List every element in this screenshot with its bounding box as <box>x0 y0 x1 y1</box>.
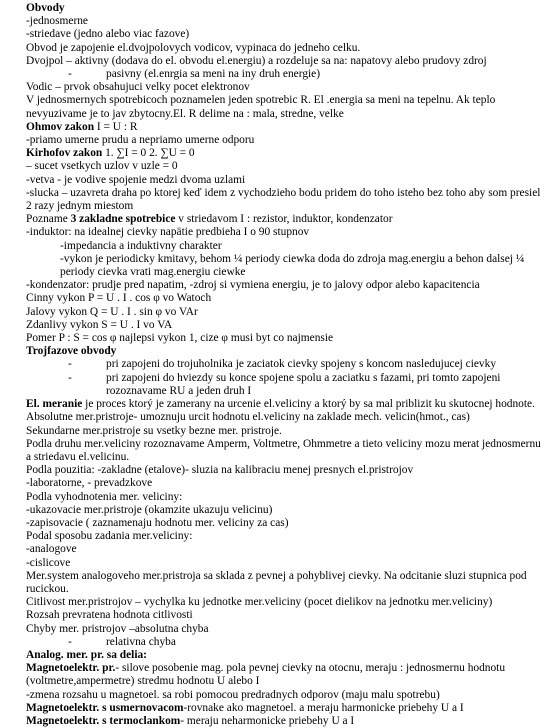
text-line: Dvojpol – aktivny (dodava do el. obvodu el.energiu) a rozdeluje sa na: napatovy alebo prudovy zdroj <box>26 54 487 67</box>
text-run: -rovnake ako magnetoel. a meraju harmonicke priebehy U a I <box>183 701 464 714</box>
bullet-text: relativna chyba <box>106 635 176 648</box>
text-line: V jednosmernych spotrebicoch poznamelen jeden spotrebic R. El .energia sa meni na tepelnu. Ak teplo nevyuzivame je to jav zbytocny.El. R delime na : mala, stredne, velke <box>26 94 496 120</box>
text-line: Pomer P : S = cos φ najlepsi vykon 1, cize φ musi byt co najmensie <box>26 332 334 345</box>
bullet-item <box>26 68 541 81</box>
text-run: 1. ∑I = 0 2. ∑U = 0 <box>105 147 195 160</box>
text-run: - meraju neharmonicke priebehy U a I <box>180 714 355 727</box>
text-line: Obvod je zapojenie el.dvojpolovych vodicov, vypinaca do jedneho celku. <box>26 41 361 54</box>
text-line: Vodic – prvok obsahujuci velky pocet elektronov <box>26 81 250 94</box>
text-line <box>26 702 541 715</box>
text-line <box>26 147 541 160</box>
bold-term: Magnetoelektr. s usmernovacom <box>26 701 184 714</box>
text-line: -priamo umerne prudu a nepriamo umerne odporu <box>26 134 255 147</box>
text-line: -slucka – uzavreta draha po ktorej keď idem z vychodzieho bodu pridem do toho isteho bez toho aby som presiel 2 razy jednym miestom <box>26 186 541 213</box>
text-line: Sekundarne mer.pristroje su vsetky bezne mer. pristroje. <box>26 424 282 437</box>
text-line: -vetva - je vodive spojenie medzi dvoma uzlami <box>26 173 246 186</box>
bullet-item <box>26 358 541 371</box>
text-line: Rozsah prevratena hodnota citlivosti <box>26 609 193 622</box>
bullet-dash: - <box>68 358 72 371</box>
text-line <box>26 715 541 728</box>
section-heading: Trojfazove obvody <box>26 345 117 358</box>
text-run: je proces ktorý je zamerany na urcenie el.veliciny a ktorý by sa mal priblizit ku skutocnej hodnote. <box>82 398 535 411</box>
bullet-text: pri zapojeni do trojuholnika je zaciatok cievky spojeny s koncom nasledujucej cievky <box>106 358 497 371</box>
text-line: -jednosmerne <box>26 15 88 28</box>
text-run: v striedavom I : rezistor, induktor, kondenzator <box>175 213 393 226</box>
text-line: -zmena rozsahu u magnetoel. sa robi pomocou predradnych odporov (maju malu spotrebu) <box>26 688 440 701</box>
bold-term: Kirhofov zakon <box>26 147 106 160</box>
text-line <box>26 398 541 411</box>
text-line <box>26 121 541 134</box>
text-line: -kondenzator: prudje pred napatim, -zdroj si vymiena energiu, je to jalovy odpor alebo kapacitencia <box>26 279 480 292</box>
text-run: I = U : R <box>96 120 138 133</box>
bold-term: El. meranie <box>26 398 83 411</box>
text-line: Podla pouzitia: -zakladne (etalove)- sluzia na kalibraciu menej presnych el.pristrojov <box>26 464 414 477</box>
bold-term: Ohmov zakon <box>26 120 97 133</box>
section-heading: Analog. mer. pr. sa delia: <box>26 648 147 661</box>
text-line: -induktor: na idealnej cievky napätie predbieha I o 90 stupnov <box>26 226 310 239</box>
text-line: Zdanlivy vykon S = U . I vo VA <box>26 318 173 331</box>
text-line: Podla vyhodnotenia mer. veliciny: <box>26 490 183 503</box>
text-line: Podal sposobu zadania mer.veliciny: <box>26 530 193 543</box>
text-line: -zapisovacie ( zaznamenaju hodnotu mer. veliciny za cas) <box>26 516 289 529</box>
bold-term: Magnetoelektr. s termoclankom <box>26 714 181 727</box>
bullet-text: pri zapojeni do hviezdy su konce spojene spolu a zaciatku s fazami, pri tomto zapojeni rozoznavame RU a jeden druh I <box>106 371 501 397</box>
indented-line: -impedancia a induktivny charakter <box>60 239 222 252</box>
bullet-text: pasivny (el.enrgia sa meni na iny druh energie) <box>106 68 321 81</box>
bold-term: Magnetoelektr. pr. <box>26 662 116 675</box>
bullet-dash: - <box>68 371 72 384</box>
text-line: Cinny vykon P = U . I . cos φ vo Watoch <box>26 292 212 305</box>
bullet-item <box>26 636 541 649</box>
text-line: -laboratorne, - prevadzkove <box>26 477 153 490</box>
bullet-dash: - <box>68 635 72 648</box>
text-line: Absolutne mer.pristroje- umoznuju urcit hodnotu el.veliciny na zaklade mech. velicin(hmot., cas) <box>26 411 470 424</box>
text-run: Pozname <box>26 213 71 226</box>
text-line: Chyby mer. pristrojov –absolutna chyba <box>26 622 209 635</box>
indented-line: -vykon je periodicky kmitavy, behom ¼ periody ciewka doda do zdroja mag.energiu a behon dalsej ¼ periody cievka vrati mag.energiu ciewke <box>60 252 525 279</box>
bullet-dash: - <box>68 68 72 81</box>
text-line: – sucet vsetkych uzlov v uzle = 0 <box>26 160 178 173</box>
text-line: Jalovy vykon Q = U . I . sin φ vo VAr <box>26 305 198 318</box>
text-line: Citlivost mer.pristrojov – vychylka ku jednotke mer.veliciny (pocet dielikov na jednotku mer.veliciny) <box>26 596 493 609</box>
text-run: - silove posobenie mag. pola pevnej cievky na otocnu, meraju : jednosmernu hodnotu (voltmetre,ampermetre) stredmu hodnotu U alebo I <box>26 662 506 688</box>
section-heading: Obvody <box>26 2 65 14</box>
text-line: -striedave (jedno alebo viac fazove) <box>26 28 190 41</box>
text-line: Mer.system analogoveho mer.pristroja sa sklada z pevnej a pohyblivej cievky. Na odcitanie sluzi stupnica pod rucickou. <box>26 569 527 595</box>
text-line <box>26 662 541 688</box>
text-line: Podla druhu mer.veliciny rozoznavame Amperm, Voltmetre, Ohmmetre a tieto veliciny mozu merat jednosmernu a striedavu el.velicinu. <box>26 437 541 463</box>
bold-term: 3 zakladne spotrebice <box>70 213 176 226</box>
text-line: -analogove <box>26 543 77 556</box>
text-line <box>26 213 541 226</box>
bullet-item <box>26 372 541 398</box>
text-line: -cislicove <box>26 556 71 569</box>
text-line: -ukazovacie mer.pristroje (okamzite ukazuju velicinu) <box>26 503 273 516</box>
